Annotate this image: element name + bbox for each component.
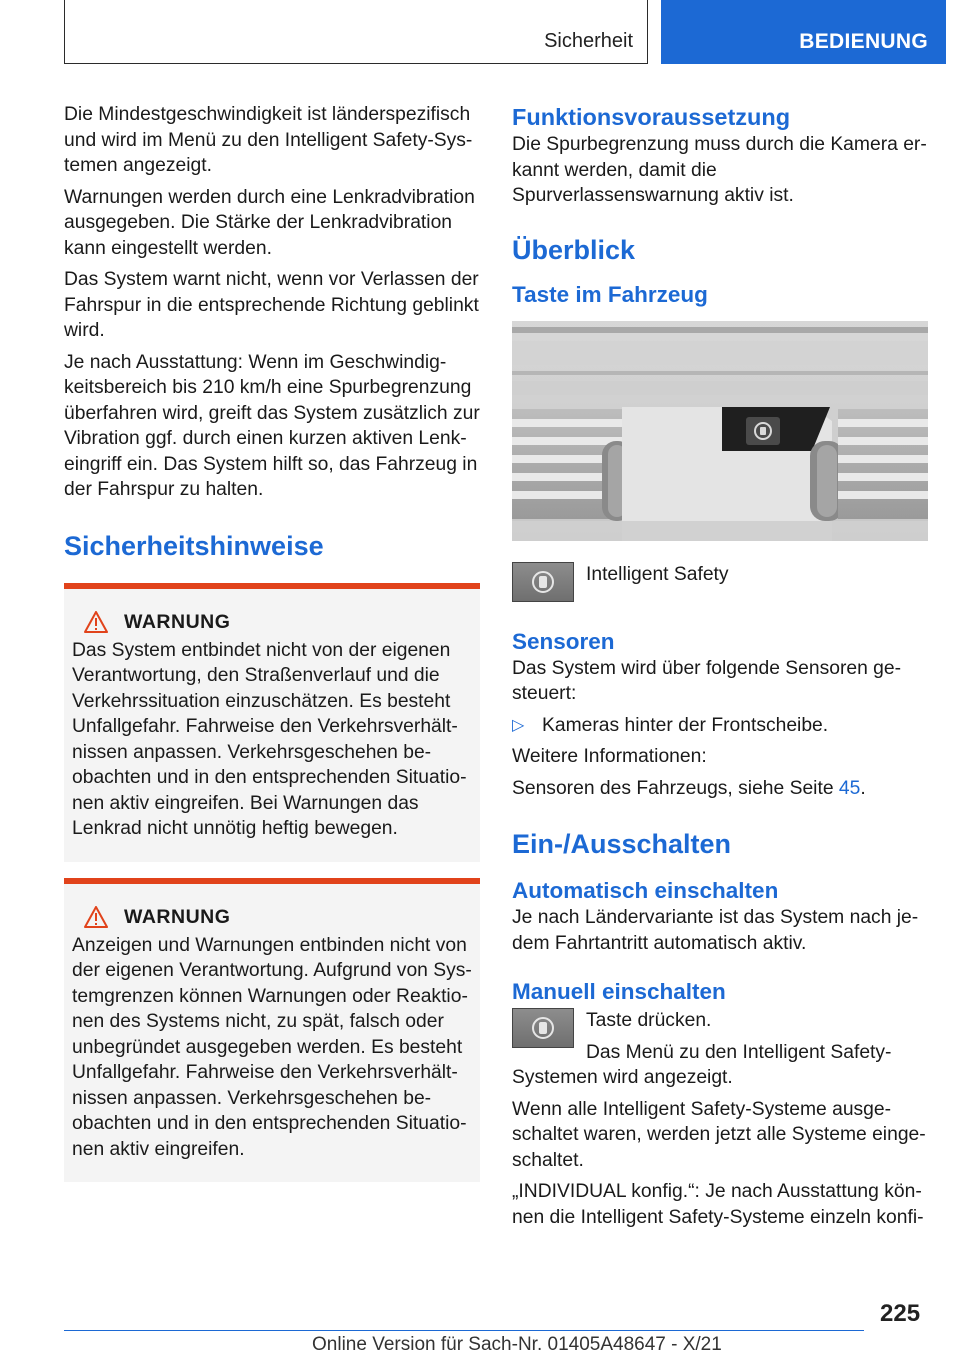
warning-text-1: Das System entbindet nicht von der eigenen Verantwortung, den Straßenverlauf und die Verkehrssituation einzuschätzen. Es besteht Unfallgefahr. Fahrweise den Verkehrsverhältnissen anpassen. Verkehrsgeschehen beobachten und in den entsprechenden Situationen aktiv eingreifen. Bei Warnungen das Lenkrad nicht unnötig heftig bewegen. <box>72 639 467 839</box>
page-reference-link[interactable]: 45 <box>838 777 861 799</box>
heading-button-in-vehicle: Taste im Fahrzeug <box>512 281 708 307</box>
manual-result-text: Das Menü zu den Intelligent Safety- <box>586 1041 892 1063</box>
warning-text-2: Anzeigen und Warnungen entbinden nicht von der eigenen Verantwortung. Aufgrund von Systemgrenzen können Warnungen oder Reaktionen des Systems nicht, zu spät, falsch oder unbegründet ausgegeben werden. Es besteht Unfallgefahr. Fahrweise den Verkehrsverhältnissen anpassen. Verkehrsgeschehen beobachten und in den entsprechenden Situationen aktiv eingreifen. <box>72 934 472 1160</box>
warning-label: WARNUNG <box>124 905 231 928</box>
page-number: 225 <box>880 1300 921 1327</box>
footer-text: Online Version für Sach-Nr. 01405A48647 - X/21 <box>312 1334 722 1355</box>
header-chapter-title: BEDIENUNG <box>799 30 928 53</box>
warning-label: WARNUNG <box>124 610 231 633</box>
heading-on-off: Ein-/Ausschalten <box>512 829 732 859</box>
paragraph-steering-intervention: Je nach Ausstattung: Wenn im Geschwindigkeitsbereich bis 210 km/h eine Spurbegrenzung überfahren wird, greift das System zusätzlich zur Vibration ggf. durch einen kurzen aktiven Lenkeingriff ein. Das System hilft so, das Fahrzeug in der Fahrspur zu halten. <box>64 351 480 500</box>
manual-step-text: Taste drücken. <box>586 1010 712 1031</box>
manual-step-row <box>512 1008 928 1065</box>
paragraph-sensors: Das System wird über folgende Sensoren gesteuert: <box>512 657 902 704</box>
paragraph-sensor-reference: Sensoren des Fahrzeugs, siehe Seite 45. <box>512 777 866 799</box>
left-column <box>64 102 480 1182</box>
header-chapter-box <box>661 0 946 64</box>
dashboard-button-photo <box>512 321 928 541</box>
heading-manual-on: Manuell einschalten <box>512 979 726 1004</box>
heading-function-requirement: Funktionsvoraussetzung <box>512 104 791 130</box>
intelligent-safety-button-icon <box>512 1008 574 1048</box>
intelligent-safety-button-icon <box>512 562 574 602</box>
heading-auto-on: Automatisch einschalten <box>512 878 779 903</box>
paragraph-min-speed: Die Mindestgeschwindigkeit ist länderspezifisch und wird im Menü zu den Intelligent Safety-Systemen angezeigt. <box>64 104 473 176</box>
footer-divider <box>64 1330 864 1331</box>
warning-triangle-icon <box>84 906 108 928</box>
heading-safety-notes: Sicherheitshinweise <box>64 530 324 561</box>
right-column <box>512 102 928 1236</box>
list-item <box>512 713 928 745</box>
paragraph-auto-on: Je nach Ländervariante ist das System nach jedem Fahrtantritt automatisch aktiv. <box>512 907 919 954</box>
paragraph-individual: „INDIVIDUAL konfig.“: Je nach Ausstattung können die Intelligent Safety-Systeme einzeln konfi- <box>512 1181 924 1228</box>
header-section-title: Sicherheit <box>544 30 633 52</box>
bullet-triangle-icon: ▷ <box>512 716 525 734</box>
warning-box-2 <box>64 878 480 1183</box>
heading-overview: Überblick <box>512 234 636 265</box>
warning-box-1 <box>64 583 480 862</box>
heading-sensors: Sensoren <box>512 628 615 654</box>
paragraph-function-requirement: Die Spurbegrenzung muss durch die Kamera erkannt werden, damit die Spurverlassenswarnung aktiv ist. <box>512 134 927 206</box>
bullet-text: Kameras hinter der Frontscheibe. <box>542 714 829 736</box>
warning-triangle-icon <box>84 611 108 633</box>
header-section-box <box>64 0 648 64</box>
paragraph-turn-signal: Das System warnt nicht, wenn vor Verlassen der Fahrspur in die entsprechende Richtung geblinkt wird. <box>64 269 479 341</box>
button-legend-row <box>512 562 928 602</box>
manual-result-text-cont: Systemen wird angezeigt. <box>512 1067 733 1088</box>
button-caption: Intelligent Safety <box>586 563 729 585</box>
paragraph-vibration: Warnungen werden durch eine Lenkradvibration ausgegeben. Die Stärke der Lenkradvibration kann eingestellt werden. <box>64 186 475 259</box>
paragraph-more-info: Weitere Informationen: <box>512 746 707 767</box>
paragraph-all-systems: Wenn alle Intelligent Safety-Systeme ausgeschaltet waren, werden jetzt alle Systeme eingeschaltet. <box>512 1098 926 1171</box>
